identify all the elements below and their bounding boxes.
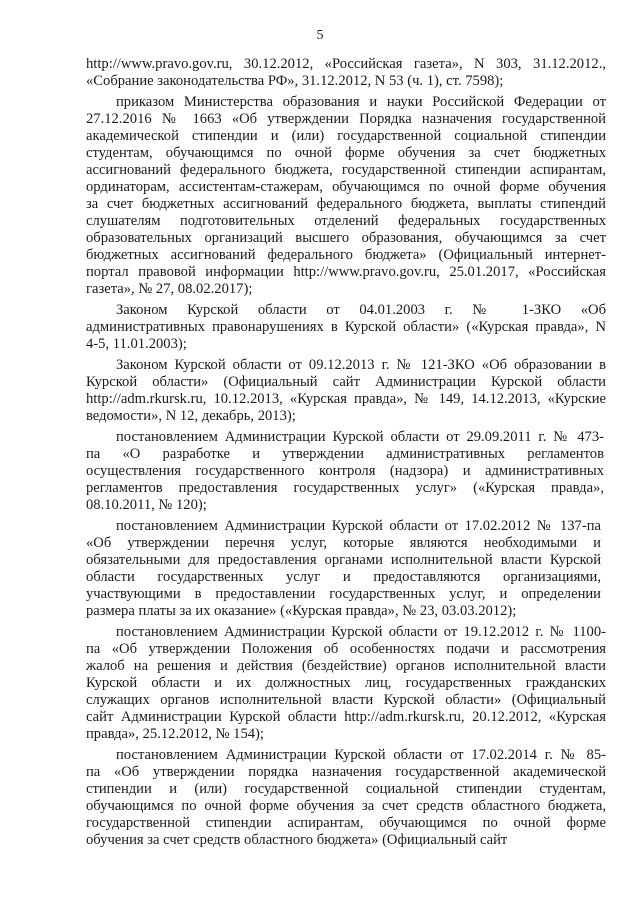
block-resolution-85-line: па «Об утверждении порядка назначения государственной академической	[86, 764, 606, 780]
block-resolution-85-line: обучения за счет средств областного бюджета» (Официальный сайт	[86, 832, 508, 848]
block-pravo-source-line: http://www.pravo.gov.ru, 30.12.2012, «Российская газета», N 303, 31.12.2012.,	[86, 56, 606, 72]
block-law-121-zko-line: Законом Курской области от 09.12.2013 г. № 121-ЗКО «Об образовании в	[116, 357, 606, 373]
block-resolution-137-line: размера платы за их оказание» («Курская правда», № 23, 03.03.2012);	[86, 603, 517, 619]
block-resolution-473-line: 08.10.2011, № 120);	[86, 497, 207, 513]
block-order-1663-line: студентам, обучающимся по очной форме обучения за счет бюджетных	[86, 145, 606, 161]
block-resolution-137-line: обязательными для предоставления органами исполнительной власти Курской	[86, 552, 601, 568]
block-law-1-zko-line: Законом Курской области от 04.01.2003 г. № 1-ЗКО «Об	[116, 302, 606, 318]
block-resolution-137-line: области государственных услуг и предоставляются организациями,	[86, 569, 601, 585]
block-resolution-1100-line: служащих органов исполнительной власти Курской области» (Официальный	[86, 692, 606, 708]
block-law-121-zko-line: ведомости», N 12, декабрь, 2013);	[86, 408, 296, 424]
block-order-1663-line: слушателям подготовительных отделений федеральных государственных	[86, 213, 606, 229]
block-pravo-source-line: «Собрание законодательства РФ», 31.12.2012, N 53 (ч. 1), ст. 7598);	[86, 73, 504, 89]
block-resolution-137-line: «Об утверждении перечня услуг, которые являются необходимыми и	[86, 535, 601, 551]
block-law-1-zko-line: 4-5, 11.01.2003);	[86, 336, 187, 352]
block-order-1663-line: 27.12.2016 № 1663 «Об утверждении Порядка назначения государственной	[86, 111, 606, 127]
block-resolution-1100-line: па «Об утверждении Положения об особенностях подачи и рассмотрения	[86, 641, 606, 657]
block-resolution-1100-line: жалоб на решения и действия (бездействие) органов исполнительной власти	[86, 658, 606, 674]
block-order-1663-line: образовательных организаций высшего образования, обучающимся за счет	[86, 230, 606, 246]
block-order-1663-line: портал правовой информации http://www.pravo.gov.ru, 25.01.2017, «Российская	[86, 264, 606, 280]
block-resolution-473-line: постановлением Администрации Курской области от 29.09.2011 г. № 473-	[116, 429, 604, 445]
block-law-121-zko-line: Курской области» (Официальный сайт Администрации Курской области	[86, 374, 606, 390]
block-order-1663-line: ассигнований федерального бюджета, государственной стипендии аспирантам,	[86, 162, 606, 178]
block-resolution-137-line: постановлением Администрации Курской области от 17.02.2012 № 137-па	[116, 518, 601, 534]
block-order-1663-line: газета», № 27, 08.02.2017);	[86, 281, 253, 297]
block-resolution-473-line: па «О разработке и утверждении административных регламентов	[86, 446, 604, 462]
block-resolution-85-line: стипендии и (или) государственной социальной стипендии студентам,	[86, 781, 606, 797]
block-law-121-zko-line: http://adm.rkursk.ru, 10.12.2013, «Курская правда», № 149, 14.12.2013, «Курские	[86, 391, 606, 407]
block-order-1663-line: приказом Министерства образования и науки Российской Федерации от	[116, 94, 606, 110]
block-order-1663-line: бюджетных ассигнований федерального бюджета» (Официальный интернет-	[86, 247, 606, 263]
block-resolution-1100-line: Курской области и их должностных лиц, государственных гражданских	[86, 675, 606, 691]
block-resolution-85-line: постановлением Администрации Курской области от 17.02.2014 г. № 85-	[116, 747, 606, 763]
block-resolution-1100-line: сайт Администрации Курской области http://adm.rkursk.ru, 20.12.2012, «Курская	[86, 709, 606, 725]
block-resolution-473-line: регламентов предоставления государственных услуг» («Курская правда»,	[86, 480, 604, 496]
block-resolution-1100-line: правда», 25.12.2012, № 154);	[86, 726, 264, 742]
block-law-1-zko-line: административных правонарушениях в Курской области» («Курская правда», N	[86, 319, 606, 335]
block-resolution-473-line: осуществления государственного контроля (надзора) и административных	[86, 463, 604, 479]
block-order-1663-line: за счет бюджетных ассигнований федерального бюджета, выплаты стипендий	[86, 196, 606, 212]
block-resolution-85-line: государственной стипендии аспирантам, обучающимся по очной форме	[86, 815, 606, 831]
block-resolution-1100-line: постановлением Администрации Курской области от 19.12.2012 г. № 1100-	[116, 624, 606, 640]
block-order-1663-line: ординаторам, ассистентам-стажерам, обучающимся по очной форме обучения	[86, 179, 606, 195]
block-resolution-85-line: обучающимся по очной форме обучения за счет средств областного бюджета,	[86, 798, 606, 814]
page-number: 5	[316, 28, 324, 43]
block-resolution-137-line: участвующими в предоставлении государственных услуг, и определении	[86, 586, 601, 602]
block-order-1663-line: академической стипендии и (или) государственной социальной стипендии	[86, 128, 606, 144]
